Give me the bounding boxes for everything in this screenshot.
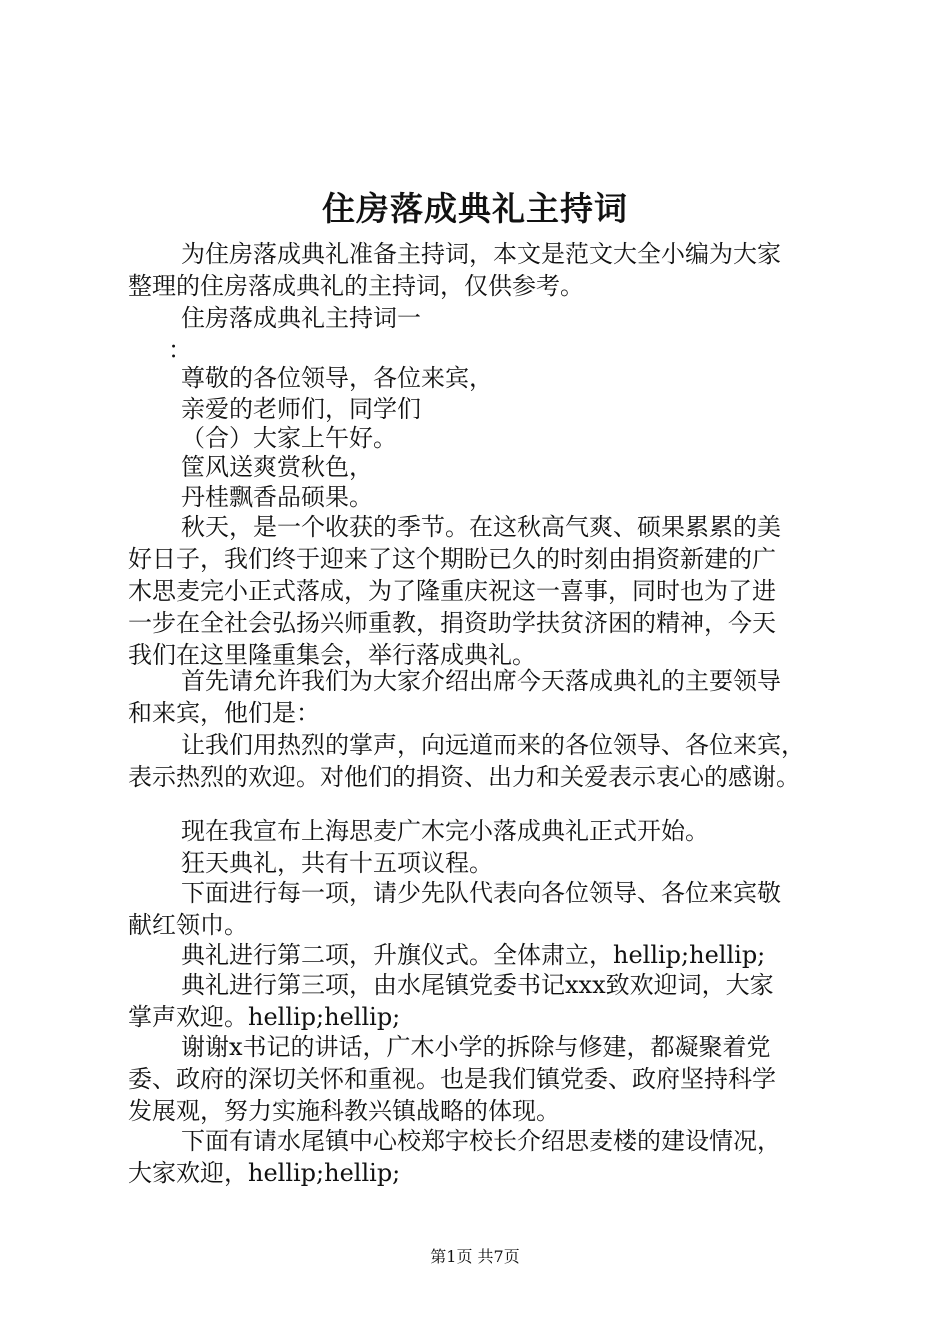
paragraph-line: ： (168, 336, 192, 364)
paragraph-line: 首先请允许我们为大家介绍出席今天落成典礼的主要领导 (181, 667, 781, 695)
paragraph-line: 我们在这里隆重集会，举行落成典礼。 (128, 641, 536, 669)
paragraph-line: 木思麦完小正式落成，为了隆重庆祝这一喜事，同时也为了进 (128, 577, 776, 605)
paragraph-line: 典礼进行第三项，由水尾镇党委书记xxx致欢迎词，大家 (181, 971, 774, 999)
paragraph-line: 好日子，我们终于迎来了这个期盼已久的时刻由捐资新建的广 (128, 545, 776, 573)
paragraph-line: 和来宾，他们是： (128, 699, 320, 727)
document-title: 住房落成典礼主持词 (322, 189, 628, 228)
paragraph-line: 亲爱的老师们，同学们 (181, 395, 421, 423)
paragraph-line: 大家欢迎，hellip;hellip; (128, 1159, 401, 1187)
paragraph-line: 为住房落成典礼准备主持词，本文是范文大全小编为大家 (181, 240, 781, 268)
paragraph-line: 让我们用热烈的掌声，向远道而来的各位领导、各位来宾， (181, 731, 805, 759)
paragraph-line: 尊敬的各位领导，各位来宾， (181, 364, 493, 392)
paragraph-line: （合）大家上午好。 (181, 424, 397, 452)
paragraph-line: 发展观，努力实施科教兴镇战略的体现。 (128, 1097, 560, 1125)
paragraph-line: 一步在全社会弘扬兴师重教，捐资助学扶贫济困的精神，今天 (128, 609, 776, 637)
paragraph-line: 谢谢x书记的讲话，广木小学的拆除与修建，都凝聚着党 (181, 1033, 771, 1061)
paragraph-line: 整理的住房落成典礼的主持词，仅供参考。 (128, 272, 584, 300)
paragraph-line: 掌声欢迎。hellip;hellip; (128, 1003, 401, 1031)
paragraph-line: 典礼进行第二项，升旗仪式。全体肃立，hellip;hellip; (181, 941, 766, 969)
paragraph-line: 表示热烈的欢迎。对他们的捐资、出力和关爱表示衷心的感谢。 (128, 763, 800, 791)
page-number-footer: 第1页 共7页 (430, 1247, 520, 1266)
paragraph-line: 秋天，是一个收获的季节。在这秋高气爽、硕果累累的美 (181, 513, 781, 541)
paragraph-line: 筐风送爽赏秋色， (181, 453, 373, 481)
paragraph-line: 丹桂飘香品硕果。 (181, 483, 373, 511)
paragraph-line: 委、政府的深切关怀和重视。也是我们镇党委、政府坚持科学 (128, 1065, 776, 1093)
paragraph-line: 住房落成典礼主持词一 (181, 304, 421, 332)
paragraph-line: 献红领巾。 (128, 911, 248, 939)
paragraph-line: 下面进行每一项，请少先队代表向各位领导、各位来宾敬 (181, 879, 781, 907)
paragraph-line: 下面有请水尾镇中心校郑宇校长介绍思麦楼的建设情况， (181, 1127, 781, 1155)
paragraph-line: 现在我宣布上海思麦广木完小落成典礼正式开始。 (181, 817, 709, 845)
paragraph-line: 狂天典礼，共有十五项议程。 (181, 849, 493, 877)
